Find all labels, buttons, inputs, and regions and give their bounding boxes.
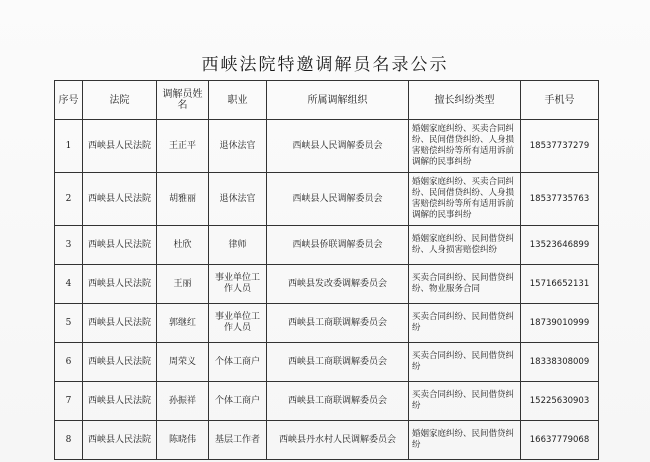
cell-phone: 13523646899 (521, 226, 599, 265)
cell-phone: 18338308009 (521, 343, 599, 382)
cell-name: 王丽 (157, 265, 209, 304)
table-row (55, 421, 599, 460)
cell-types: 买卖合同纠纷、民间借贷纠纷、物业服务合同 (409, 265, 521, 304)
cell-no: 4 (55, 265, 83, 304)
cell-no: 1 (55, 120, 83, 173)
cell-job: 事业单位工作人员 (209, 265, 267, 304)
cell-phone: 18537735763 (521, 173, 599, 226)
cell-job: 退休法官 (209, 120, 267, 173)
page-title: 西峡法院特邀调解员名录公示 (201, 55, 449, 75)
cell-phone: 15225630903 (521, 382, 599, 421)
cell-phone: 18739010999 (521, 304, 599, 343)
cell-org: 西峡县侨联调解委员会 (267, 226, 409, 265)
cell-court: 西峡县人民法院 (83, 304, 157, 343)
cell-name: 孙振祥 (157, 382, 209, 421)
cell-job: 个体工商户 (209, 343, 267, 382)
cell-court: 西峡县人民法院 (83, 265, 157, 304)
cell-phone: 18537737279 (521, 120, 599, 173)
cell-org: 西峡县丹水村人民调解委员会 (267, 421, 409, 460)
table-row (55, 226, 599, 265)
header-no: 序号 (55, 81, 83, 120)
cell-org: 西峡县工商联调解委员会 (267, 382, 409, 421)
cell-court: 西峡县人民法院 (83, 226, 157, 265)
cell-types: 婚姻家庭纠纷、民间借贷纠纷、人身损害赔偿纠纷 (409, 226, 521, 265)
table-row (55, 382, 599, 421)
cell-org: 西峡县人民调解委员会 (267, 173, 409, 226)
cell-job: 个体工商户 (209, 382, 267, 421)
header-name: 调解员姓名 (157, 81, 209, 120)
table-row (55, 343, 599, 382)
header-court: 法院 (83, 81, 157, 120)
cell-types: 婚姻家庭纠纷、买卖合同纠纷、民间借贷纠纷、人身损害赔偿纠纷等所有适用诉前调解的民事纠纷 (409, 173, 521, 226)
cell-phone: 15716652131 (521, 265, 599, 304)
cell-court: 西峡县人民法院 (83, 343, 157, 382)
cell-types: 买卖合同纠纷、民间借贷纠纷 (409, 382, 521, 421)
header-job: 职业 (209, 81, 267, 120)
cell-name: 王正平 (157, 120, 209, 173)
header-types: 擅长纠纷类型 (409, 81, 521, 120)
cell-court: 西峡县人民法院 (83, 173, 157, 226)
cell-no: 6 (55, 343, 83, 382)
header-org: 所属调解组织 (267, 81, 409, 120)
cell-job: 事业单位工作人员 (209, 304, 267, 343)
cell-job: 律师 (209, 226, 267, 265)
cell-court: 西峡县人民法院 (83, 382, 157, 421)
cell-types: 买卖合同纠纷、民间借贷纠纷 (409, 343, 521, 382)
cell-job: 基层工作者 (209, 421, 267, 460)
cell-org: 西峡县工商联调解委员会 (267, 343, 409, 382)
cell-types: 婚姻家庭纠纷、买卖合同纠纷、民间借贷纠纷、人身损害赔偿纠纷等所有适用诉前调解的民事纠纷 (409, 120, 521, 173)
mediator-table (54, 80, 599, 460)
cell-no: 7 (55, 382, 83, 421)
cell-name: 郭继红 (157, 304, 209, 343)
cell-no: 2 (55, 173, 83, 226)
cell-job: 退休法官 (209, 173, 267, 226)
cell-name: 杜欣 (157, 226, 209, 265)
table-row (55, 304, 599, 343)
cell-phone: 16637779068 (521, 421, 599, 460)
cell-no: 8 (55, 421, 83, 460)
table-row (55, 120, 599, 173)
cell-org: 西峡县工商联调解委员会 (267, 304, 409, 343)
table-row (55, 173, 599, 226)
header-phone: 手机号 (521, 81, 599, 120)
cell-org: 西峡县人民调解委员会 (267, 120, 409, 173)
table-header-row (55, 81, 599, 120)
cell-name: 胡雅丽 (157, 173, 209, 226)
cell-court: 西峡县人民法院 (83, 421, 157, 460)
cell-name: 周荣义 (157, 343, 209, 382)
cell-types: 买卖合同纠纷、民间借贷纠纷 (409, 304, 521, 343)
cell-no: 3 (55, 226, 83, 265)
table-row (55, 265, 599, 304)
cell-name: 陈晓伟 (157, 421, 209, 460)
cell-types: 婚姻家庭纠纷、民间借贷纠纷 (409, 421, 521, 460)
cell-no: 5 (55, 304, 83, 343)
cell-org: 西峡县发改委调解委员会 (267, 265, 409, 304)
cell-court: 西峡县人民法院 (83, 120, 157, 173)
